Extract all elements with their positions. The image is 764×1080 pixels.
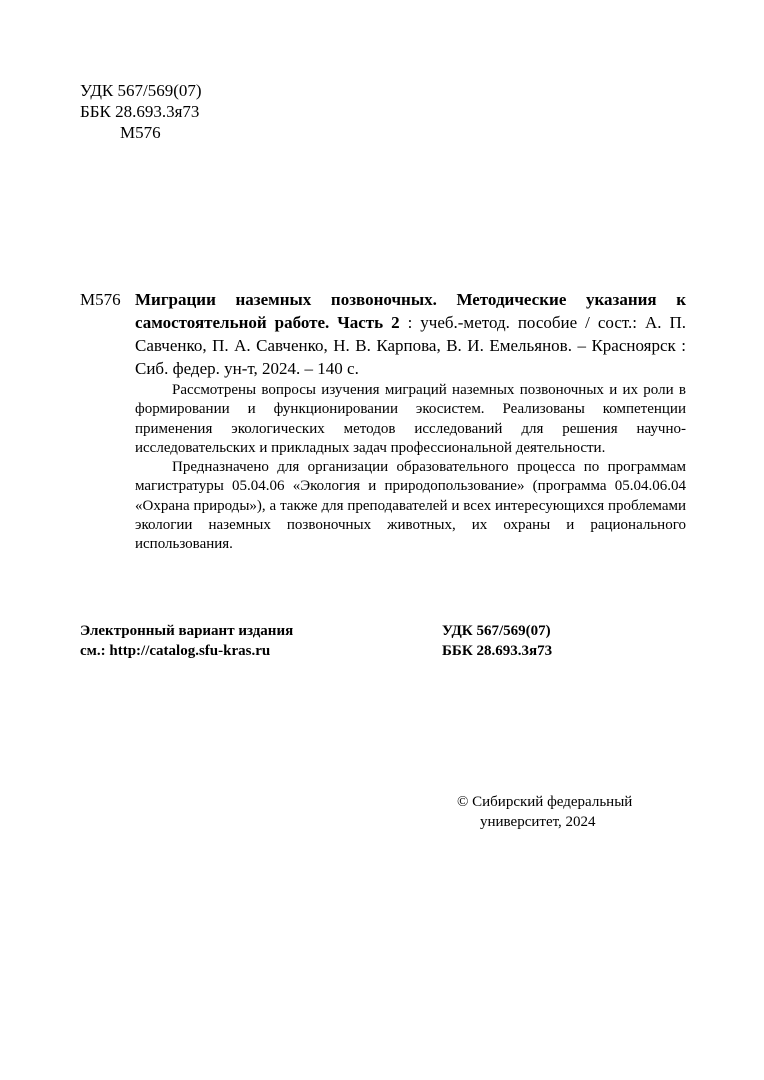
- udk-code: УДК 567/569(07): [80, 81, 202, 100]
- electronic-version-label: Электронный вариант издания: [80, 623, 294, 639]
- electronic-version-note: [80, 621, 293, 661]
- footer-bbk-code: ББК 28.693.3я73: [442, 643, 553, 659]
- footer-classification: [442, 621, 552, 661]
- abstract-paragraph-2: Предназначено для организации образовательного процесса по программам магистратуры 05.04.06 «Экология и природопользование» (программа 05.04.06.04 «Охрана природы»), а также для преподавателей и всех интересующихся проблемами экологии наземных позвоночных животных, их охраны и рационального использования.: [135, 459, 686, 553]
- catalog-link[interactable]: см.: http://catalog.sfu-kras.ru: [80, 643, 271, 659]
- abstract-paragraph-1: Рассмотрены вопросы изучения миграций наземных позвоночных и их роли в формировании и функционировании экосистем. Реализованы компетенции применения экологических методов исследований для решения научно-исследовательских и прикладных задач профессиональной деятельности.: [135, 382, 686, 456]
- footer-udk-code: УДК 567/569(07): [442, 623, 551, 639]
- bibliographic-entry: [80, 288, 686, 380]
- copyright-notice: [457, 792, 632, 832]
- copyright-line-2: университет, 2024: [480, 814, 596, 830]
- entry-body: [135, 288, 686, 380]
- author-sign: М576: [120, 123, 161, 142]
- bbk-code: ББК 28.693.3я73: [80, 102, 200, 121]
- entry-details: : учеб.-метод. пособие / сост.: А. П. Савченко, П. А. Савченко, Н. В. Карпова, В. И. Емельянов. – Красноярск : Сиб. федер. ун-т, 2024. – 140 с.: [135, 313, 686, 378]
- classification-header: [80, 80, 202, 143]
- copyright-line-1: © Сибирский федеральный: [457, 794, 633, 810]
- entry-author-sign: М576: [80, 290, 121, 309]
- entry-title: Миграции наземных позвоночных. Методические указания к самостоятельной работе. Часть 2: [135, 290, 686, 332]
- abstract: [135, 381, 686, 555]
